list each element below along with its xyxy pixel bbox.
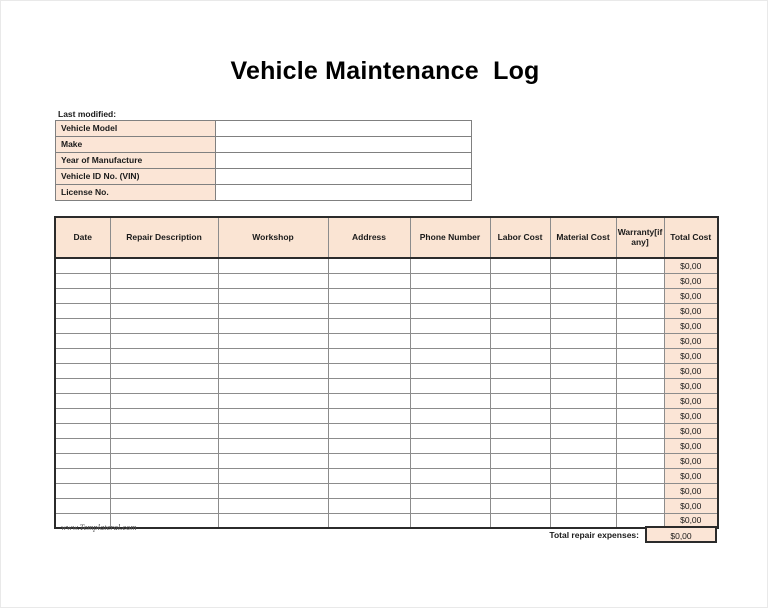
cell-entry[interactable] — [410, 393, 490, 408]
cell-total-cost[interactable]: $0,00 — [664, 423, 718, 438]
cell-entry[interactable] — [55, 303, 110, 318]
cell-entry[interactable] — [410, 438, 490, 453]
cell-entry[interactable] — [110, 393, 218, 408]
vehicle-info-table — [55, 120, 472, 201]
cell-entry[interactable] — [550, 378, 616, 393]
vehicle-info-row — [56, 169, 472, 185]
cell-entry[interactable] — [410, 408, 490, 423]
cell-entry[interactable] — [410, 378, 490, 393]
cell-entry[interactable] — [328, 483, 410, 498]
last-modified-label: Last modified: — [58, 109, 117, 119]
cell-entry[interactable] — [55, 363, 110, 378]
cell-entry[interactable] — [616, 378, 664, 393]
cell-entry[interactable] — [218, 453, 328, 468]
cell-total-cost[interactable]: $0,00 — [664, 303, 718, 318]
total-repair-expenses-value[interactable]: $0,00 — [645, 526, 717, 543]
cell-entry[interactable] — [550, 438, 616, 453]
vehicle-info-label: Vehicle Model — [56, 121, 216, 137]
cell-entry[interactable] — [55, 408, 110, 423]
cell-entry[interactable] — [110, 258, 218, 273]
cell-entry[interactable] — [490, 318, 550, 333]
cell-entry[interactable] — [218, 483, 328, 498]
cell-entry[interactable] — [218, 288, 328, 303]
cell-entry[interactable] — [490, 468, 550, 483]
cell-entry[interactable] — [110, 438, 218, 453]
cell-entry[interactable] — [550, 348, 616, 363]
cell-entry[interactable] — [328, 453, 410, 468]
cell-entry[interactable] — [616, 288, 664, 303]
maintenance-log-table — [54, 216, 719, 529]
table-row — [55, 273, 718, 288]
column-header-material: Material Cost — [550, 217, 616, 258]
cell-entry[interactable] — [55, 393, 110, 408]
cell-total-cost[interactable]: $0,00 — [664, 438, 718, 453]
cell-total-cost[interactable]: $0,00 — [664, 363, 718, 378]
cell-entry[interactable] — [490, 303, 550, 318]
vehicle-info-row — [56, 137, 472, 153]
table-row — [55, 438, 718, 453]
cell-entry[interactable] — [616, 303, 664, 318]
cell-entry[interactable] — [550, 483, 616, 498]
cell-entry[interactable] — [410, 483, 490, 498]
cell-entry[interactable] — [110, 318, 218, 333]
cell-total-cost[interactable]: $0,00 — [664, 408, 718, 423]
cell-entry[interactable] — [410, 348, 490, 363]
cell-entry[interactable] — [550, 288, 616, 303]
maintenance-log-body — [55, 258, 718, 528]
vehicle-info-value[interactable] — [216, 169, 472, 185]
cell-entry[interactable] — [110, 288, 218, 303]
vehicle-info-row — [56, 153, 472, 169]
table-row — [55, 303, 718, 318]
cell-entry[interactable] — [328, 318, 410, 333]
cell-entry[interactable] — [328, 273, 410, 288]
cell-entry[interactable] — [490, 288, 550, 303]
cell-entry[interactable] — [328, 303, 410, 318]
cell-entry[interactable] — [490, 258, 550, 273]
cell-entry[interactable] — [110, 498, 218, 513]
cell-entry[interactable] — [218, 258, 328, 273]
cell-entry[interactable] — [110, 303, 218, 318]
cell-entry[interactable] — [616, 453, 664, 468]
cell-entry[interactable] — [616, 393, 664, 408]
cell-entry[interactable] — [328, 333, 410, 348]
cell-entry[interactable] — [55, 318, 110, 333]
cell-entry[interactable] — [218, 273, 328, 288]
cell-entry[interactable] — [110, 348, 218, 363]
cell-entry[interactable] — [328, 393, 410, 408]
cell-entry[interactable] — [490, 393, 550, 408]
cell-total-cost[interactable]: $0,00 — [664, 333, 718, 348]
cell-entry[interactable] — [328, 498, 410, 513]
vehicle-info-row — [56, 185, 472, 201]
total-repair-expenses-label: Total repair expenses: — [549, 529, 639, 540]
column-header-date: Date — [55, 217, 110, 258]
cell-entry[interactable] — [328, 378, 410, 393]
cell-entry[interactable] — [410, 288, 490, 303]
cell-entry[interactable] — [55, 453, 110, 468]
table-row — [55, 468, 718, 483]
cell-entry[interactable] — [55, 273, 110, 288]
column-header-address: Address — [328, 217, 410, 258]
cell-entry[interactable] — [55, 378, 110, 393]
cell-entry[interactable] — [218, 378, 328, 393]
column-header-workshop: Workshop — [218, 217, 328, 258]
cell-entry[interactable] — [110, 423, 218, 438]
cell-entry[interactable] — [55, 423, 110, 438]
vehicle-info-value[interactable] — [216, 153, 472, 169]
table-row — [55, 363, 718, 378]
cell-entry[interactable] — [550, 333, 616, 348]
cell-entry[interactable] — [328, 423, 410, 438]
cell-entry[interactable] — [550, 363, 616, 378]
cell-total-cost[interactable]: $0,00 — [664, 318, 718, 333]
table-row — [55, 318, 718, 333]
cell-entry[interactable] — [218, 318, 328, 333]
cell-total-cost[interactable]: $0,00 — [664, 393, 718, 408]
table-row — [55, 498, 718, 513]
cell-entry[interactable] — [616, 333, 664, 348]
cell-entry[interactable] — [218, 393, 328, 408]
cell-entry[interactable] — [410, 363, 490, 378]
vehicle-info-label: Year of Manufacture — [56, 153, 216, 169]
maintenance-log-header — [55, 217, 718, 258]
cell-entry[interactable] — [110, 378, 218, 393]
cell-total-cost[interactable]: $0,00 — [664, 513, 718, 528]
cell-entry[interactable] — [490, 438, 550, 453]
cell-total-cost[interactable]: $0,00 — [664, 468, 718, 483]
cell-entry[interactable] — [410, 303, 490, 318]
cell-entry[interactable] — [550, 408, 616, 423]
cell-entry[interactable] — [616, 423, 664, 438]
cell-entry[interactable] — [616, 498, 664, 513]
cell-entry[interactable] — [410, 333, 490, 348]
cell-total-cost[interactable]: $0,00 — [664, 498, 718, 513]
cell-entry[interactable] — [550, 393, 616, 408]
column-header-labor: Labor Cost — [490, 217, 550, 258]
vehicle-info-value[interactable] — [216, 137, 472, 153]
cell-entry[interactable] — [616, 273, 664, 288]
cell-entry[interactable] — [55, 288, 110, 303]
vehicle-info-body — [56, 121, 472, 201]
cell-entry[interactable] — [55, 333, 110, 348]
vehicle-info-label: Vehicle ID No. (VIN) — [56, 169, 216, 185]
cell-entry[interactable] — [410, 258, 490, 273]
cell-entry[interactable] — [218, 348, 328, 363]
cell-total-cost[interactable]: $0,00 — [664, 348, 718, 363]
cell-entry[interactable] — [328, 288, 410, 303]
cell-entry[interactable] — [218, 423, 328, 438]
cell-entry[interactable] — [550, 258, 616, 273]
cell-entry[interactable] — [616, 363, 664, 378]
cell-entry[interactable] — [328, 348, 410, 363]
cell-entry[interactable] — [218, 303, 328, 318]
cell-entry[interactable] — [55, 258, 110, 273]
cell-entry[interactable] — [616, 408, 664, 423]
table-row — [55, 423, 718, 438]
cell-total-cost[interactable]: $0,00 — [664, 378, 718, 393]
table-row — [55, 393, 718, 408]
cell-entry[interactable] — [550, 303, 616, 318]
cell-entry[interactable] — [328, 468, 410, 483]
cell-entry[interactable] — [490, 408, 550, 423]
cell-total-cost[interactable]: $0,00 — [664, 453, 718, 468]
cell-entry[interactable] — [490, 348, 550, 363]
column-header-phone: Phone Number — [410, 217, 490, 258]
table-row — [55, 348, 718, 363]
cell-entry[interactable] — [328, 438, 410, 453]
cell-entry[interactable] — [550, 453, 616, 468]
cell-entry[interactable] — [490, 423, 550, 438]
cell-entry[interactable] — [490, 453, 550, 468]
cell-entry[interactable] — [55, 468, 110, 483]
cell-total-cost[interactable]: $0,00 — [664, 483, 718, 498]
cell-entry[interactable] — [490, 273, 550, 288]
cell-entry[interactable] — [616, 348, 664, 363]
cell-entry[interactable] — [218, 468, 328, 483]
column-header-repair: Repair Description — [110, 217, 218, 258]
table-row — [55, 333, 718, 348]
cell-entry[interactable] — [410, 498, 490, 513]
cell-entry[interactable] — [616, 318, 664, 333]
cell-entry[interactable] — [110, 273, 218, 288]
header-row — [55, 217, 718, 258]
cell-entry[interactable] — [110, 483, 218, 498]
page-title: Vehicle Maintenance Log — [230, 57, 540, 85]
table-row — [55, 408, 718, 423]
table-row — [55, 483, 718, 498]
cell-entry[interactable] — [490, 498, 550, 513]
vehicle-info-row — [56, 121, 472, 137]
cell-entry[interactable] — [110, 408, 218, 423]
cell-entry[interactable] — [218, 408, 328, 423]
vehicle-info-label: Make — [56, 137, 216, 153]
cell-entry[interactable] — [218, 498, 328, 513]
cell-entry[interactable] — [410, 453, 490, 468]
cell-entry[interactable] — [410, 468, 490, 483]
cell-entry[interactable] — [110, 363, 218, 378]
cell-entry[interactable] — [490, 333, 550, 348]
vehicle-info-label: License No. — [56, 185, 216, 201]
cell-entry[interactable] — [55, 438, 110, 453]
cell-entry[interactable] — [616, 438, 664, 453]
cell-entry[interactable] — [616, 468, 664, 483]
cell-entry[interactable] — [328, 363, 410, 378]
cell-entry[interactable] — [410, 318, 490, 333]
cell-entry[interactable] — [490, 378, 550, 393]
table-row — [55, 453, 718, 468]
cell-entry[interactable] — [55, 348, 110, 363]
cell-entry[interactable] — [550, 273, 616, 288]
cell-entry[interactable] — [110, 468, 218, 483]
cell-entry[interactable] — [490, 483, 550, 498]
cell-total-cost[interactable]: $0,00 — [664, 273, 718, 288]
cell-entry[interactable] — [410, 423, 490, 438]
cell-entry[interactable] — [55, 483, 110, 498]
cell-entry[interactable] — [328, 258, 410, 273]
cell-total-cost[interactable]: $0,00 — [664, 288, 718, 303]
column-header-warranty: Warranty[if any] — [616, 217, 664, 258]
cell-entry[interactable] — [110, 333, 218, 348]
table-row — [55, 378, 718, 393]
cell-total-cost[interactable]: $0,00 — [664, 258, 718, 273]
table-row — [55, 258, 718, 273]
cell-entry[interactable] — [110, 453, 218, 468]
cell-entry[interactable] — [550, 468, 616, 483]
table-row — [55, 288, 718, 303]
cell-entry[interactable] — [550, 423, 616, 438]
cell-entry[interactable] — [550, 498, 616, 513]
cell-entry[interactable] — [218, 513, 328, 528]
vehicle-info-value[interactable] — [216, 121, 472, 137]
site-credit: www.Templateral.com — [61, 522, 137, 532]
cell-entry[interactable] — [616, 258, 664, 273]
column-header-total: Total Cost — [664, 217, 718, 258]
total-repair-expenses-row — [471, 526, 717, 543]
cell-entry[interactable] — [55, 498, 110, 513]
cell-entry[interactable] — [550, 318, 616, 333]
vehicle-info-value[interactable] — [216, 185, 472, 201]
cell-entry[interactable] — [490, 363, 550, 378]
cell-entry[interactable] — [218, 333, 328, 348]
cell-entry[interactable] — [410, 273, 490, 288]
cell-entry[interactable] — [218, 438, 328, 453]
cell-entry[interactable] — [616, 483, 664, 498]
cell-entry[interactable] — [328, 513, 410, 528]
cell-entry[interactable] — [218, 363, 328, 378]
cell-entry[interactable] — [328, 408, 410, 423]
